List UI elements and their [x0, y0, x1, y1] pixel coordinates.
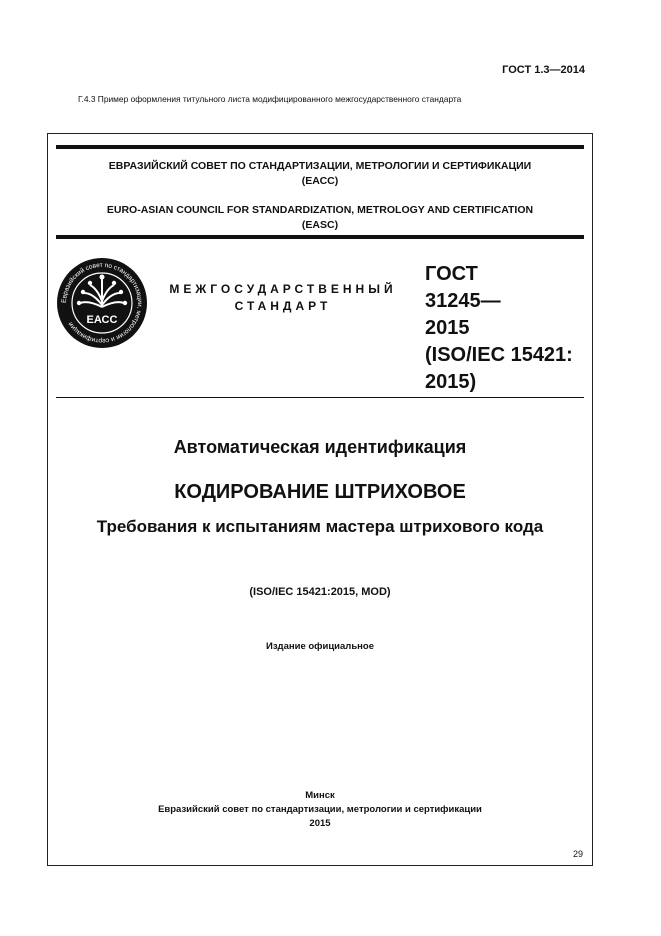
iso-reference: (ISO/IEC 15421:2015, MOD) [249, 586, 391, 598]
page-number: 29 [572, 849, 583, 859]
council-en-abbr: (EASC) [301, 219, 339, 231]
figure-caption: Г.4.3 Пример оформления титульного листа модифицированного межгосударственного стандарта [78, 94, 462, 104]
council-en-name: EURO-ASIAN COUNCIL FOR STANDARDIZATION, METROLOGY AND CERTIFICATION [106, 204, 534, 216]
title-page-frame [47, 133, 593, 866]
gost-line5: 2015) [425, 371, 477, 393]
gost-line2: 31245— [425, 290, 501, 312]
council-ru-name: ЕВРАЗИЙСКИЙ СОВЕТ ПО СТАНДАРТИЗАЦИИ, МЕТРОЛОГИИ И СЕРТИФИКАЦИИ [108, 160, 532, 172]
standard-kind-line1: МЕЖГОСУДАРСТВЕННЫЙ [169, 282, 397, 296]
publisher-name: Евразийский совет по стандартизации, метрологии и сертификации [158, 804, 482, 815]
council-ru-abbr: (ЕАСС) [301, 175, 339, 187]
emblem-abbr: ЕАСС [86, 314, 118, 326]
middle-rule [56, 235, 584, 239]
edition-note: Издание официальное [266, 641, 374, 652]
standard-kind [156, 281, 410, 315]
title-main: КОДИРОВАНИЕ ШТРИХОВОЕ [174, 481, 466, 503]
easc-emblem-icon [56, 257, 148, 349]
publisher-year: 2015 [309, 818, 331, 829]
title-general: Автоматическая идентификация [173, 437, 467, 457]
gost-designation [425, 261, 573, 396]
title-sub: Требования к испытаниям мастера штрихового кода [96, 517, 544, 536]
standard-code-header: ГОСТ 1.3—2014 [502, 64, 585, 76]
emblem-ring-text: Евразийский совет по стандартизации, метрологии и сертификации [60, 261, 144, 345]
thin-rule [56, 397, 584, 398]
gost-line1: ГОСТ [425, 263, 478, 285]
publisher-city: Минск [305, 790, 335, 801]
council-ru [48, 159, 592, 189]
top-rule [56, 145, 584, 149]
standard-kind-line2: СТАНДАРТ [234, 299, 332, 313]
gost-line4: (ISO/IEC 15421: [425, 344, 573, 366]
council-en [48, 203, 592, 233]
gost-line3: 2015 [425, 317, 470, 339]
